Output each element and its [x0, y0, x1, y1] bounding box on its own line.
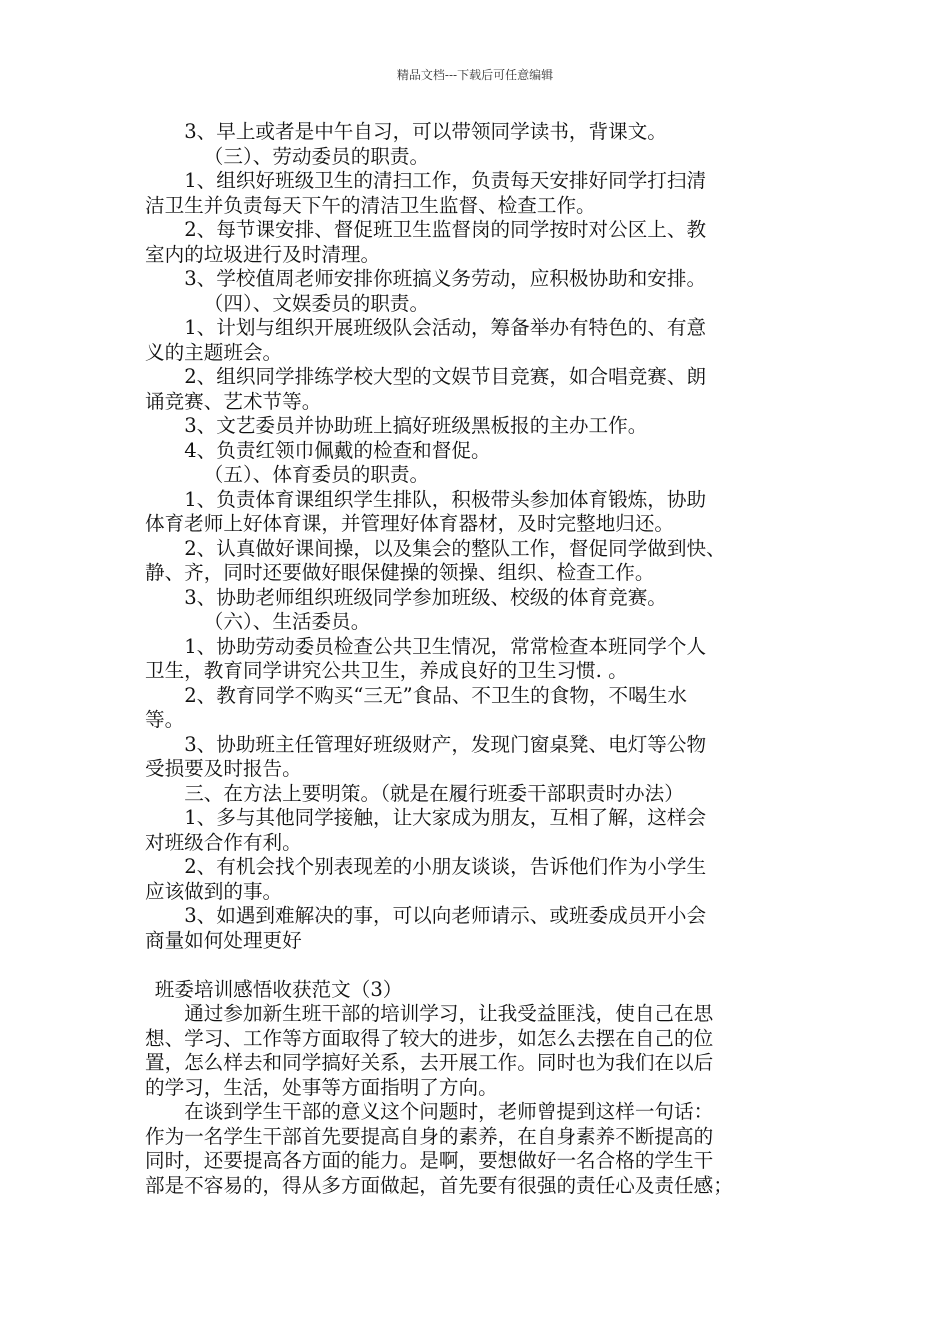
paragraph-line: 卫生，教育同学讲究公共卫生，养成良好的卫生习惯. 。 [145, 659, 628, 682]
paragraph-line: 1、协助劳动委员检查公共卫生情况，常常检查本班同学个人 [184, 634, 707, 658]
paragraph-line: 1、多与其他同学接触，让大家成为朋友，互相了解，这样会 [184, 806, 707, 829]
section-heading: （三）、劳动委员的职责。 [203, 144, 430, 168]
paragraph-line: 作为一名学生干部首先要提高自身的素养，在自身素养不断提高的 [145, 1124, 714, 1148]
section-heading: （五）、体育委员的职责。 [203, 463, 430, 486]
paragraph-line: 2、有机会找个别表现差的小朋友谈谈，告诉他们作为小学生 [184, 855, 707, 878]
paragraph-line: 体育老师上好体育课，并管理好体育器材，及时完整地归还。 [145, 512, 675, 535]
paragraph-line: 3、协助老师组织班级同学参加班级、校级的体育竞赛。 [184, 585, 667, 609]
paragraph-line: 通过参加新生班干部的培训学习，让我受益匪浅，使自己在思 [184, 1002, 714, 1025]
paragraph-line: 3、学校值周老师安排你班搞义务劳动，应积极协助和安排。 [184, 267, 707, 290]
paragraph-line: 应该做到的事。 [145, 879, 283, 903]
paragraph-line: 洁卫生并负责每天下午的清洁卫生监督、检查工作。 [145, 193, 596, 217]
paragraph-line: 2、组织同学排练学校大型的文娱节目竞赛，如合唱竞赛、朗 [184, 365, 707, 388]
section-heading: （四）、文娱委员的职责。 [203, 291, 430, 315]
paragraph-line: 1、计划与组织开展班级队会活动，筹备举办有特色的、有意 [184, 316, 707, 339]
paragraph-line: 商量如何处理更好 [145, 928, 302, 952]
paragraph-line: 同时，还要提高各方面的能力。是啊，要想做好一名合格的学生干 [145, 1149, 714, 1172]
page-header: 精品文档---下载后可任意编辑 [396, 68, 554, 82]
paragraph-line: 受损要及时报告。 [145, 757, 302, 780]
document-body [145, 120, 817, 1198]
paragraph-line: 2、教育同学不购买“三无”食品、不卫生的食物，不喝生水 [184, 683, 687, 707]
paragraph-line: 4、负责红领巾佩戴的检查和督促。 [184, 438, 491, 462]
paragraph-line: 3、如遇到难解决的事，可以向老师请示、或班委成员开小会 [184, 904, 707, 927]
paragraph-line: 等。 [145, 708, 185, 731]
paragraph-line: 室内的垃圾进行及时清理。 [145, 242, 381, 266]
paragraph-line: 想、学习、工作等方面取得了较大的进步，如怎么去摆在自己的位 [145, 1026, 714, 1050]
paragraph-line: 静、齐，同时还要做好眼保健操的领操、组织、检查工作。 [145, 561, 655, 584]
paragraph-line: 的学习，生活，处事等方面指明了方向。 [145, 1075, 498, 1099]
section-heading: 三、在方法上要明策。（就是在履行班委干部职责时办法） [184, 781, 684, 805]
paragraph-line: 1、组织好班级卫生的清扫工作，负责每天安排好同学打扫清 [184, 169, 707, 192]
paragraph-line: 2、每节课安排、督促班卫生监督岗的同学按时对公区上、教 [184, 218, 707, 241]
paragraph-line: 3、早上或者是中午自习，可以带领同学读书，背课文。 [184, 120, 667, 143]
paragraph-line: 3、协助班主任管理好班级财产，发现门窗桌凳、电灯等公物 [184, 732, 707, 756]
paragraph-line: 置，怎么样去和同学搞好关系，去开展工作。同时也为我们在以后 [145, 1051, 714, 1074]
paragraph-line: 在谈到学生干部的意义这个问题时，老师曾提到这样一句话： [184, 1100, 714, 1123]
paragraph-line: 义的主题班会。 [145, 340, 283, 364]
paragraph-line: 部是不容易的，得从多方面做起，首先要有很强的责任心及责任感； [145, 1173, 733, 1197]
paragraph-line: 诵竞赛、艺术节等。 [145, 389, 322, 413]
paragraph-line: 2、认真做好课间操，以及集会的整队工作，督促同学做到快、 [184, 536, 726, 560]
paragraph-line: 3、文艺委员并协助班上搞好班级黑板报的主办工作。 [184, 414, 648, 437]
article-title: 班委培训感悟收获范文（3） [154, 977, 403, 1001]
paragraph-line: 1、负责体育课组织学生排队，积极带头参加体育锻炼，协助 [184, 487, 707, 511]
paragraph-line: 对班级合作有利。 [145, 830, 302, 854]
section-heading: （六）、生活委员。 [203, 610, 371, 633]
